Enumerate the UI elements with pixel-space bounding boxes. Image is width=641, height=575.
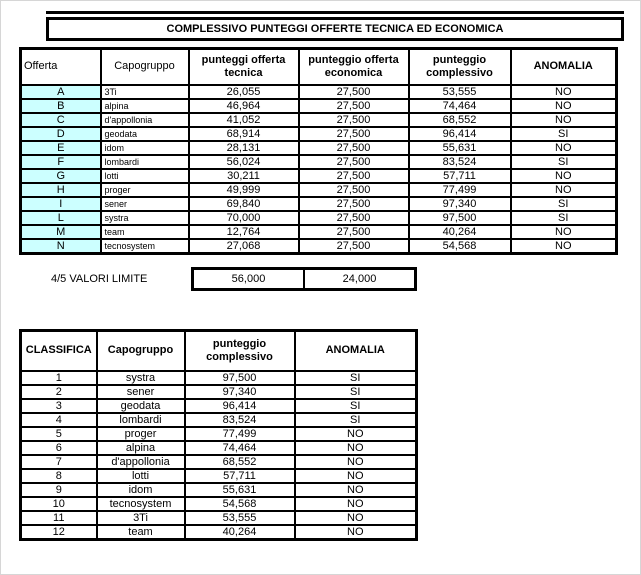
scores-header-row: [21, 49, 617, 85]
economica-cell: 27,500: [299, 141, 409, 155]
tecnica-cell: 41,052: [189, 113, 299, 127]
capogruppo-cell: 3Ti: [97, 511, 185, 525]
table-row: [21, 239, 617, 254]
table-row: [21, 483, 417, 497]
anomalia-cell: NO: [511, 99, 617, 113]
capogruppo-cell: idom: [97, 483, 185, 497]
offerta-cell: C: [21, 113, 101, 127]
complessivo-cell: 53,555: [409, 85, 511, 99]
economica-cell: 27,500: [299, 239, 409, 254]
table-row: [21, 497, 417, 511]
page-title: COMPLESSIVO PUNTEGGI OFFERTE TECNICA ED ECONOMICA: [166, 23, 504, 35]
offerta-cell: H: [21, 183, 101, 197]
economica-cell: 27,500: [299, 197, 409, 211]
classifica-cell: 6: [21, 441, 97, 455]
anomalia-cell: SI: [295, 385, 417, 399]
capogruppo-cell: geodata: [101, 127, 189, 141]
tecnica-cell: 49,999: [189, 183, 299, 197]
capogruppo-cell: geodata: [97, 399, 185, 413]
complessivo-cell: 57,711: [409, 169, 511, 183]
table-row: [21, 525, 417, 540]
anomalia-cell: SI: [295, 413, 417, 427]
anomalia-cell: SI: [511, 127, 617, 141]
capogruppo-cell: idom: [101, 141, 189, 155]
table-row: [21, 155, 617, 169]
anomalia-cell: NO: [511, 85, 617, 99]
classifica-cell: 8: [21, 469, 97, 483]
anomalia-cell: NO: [295, 525, 417, 540]
anomalia-cell: SI: [511, 197, 617, 211]
tecnica-cell: 26,055: [189, 85, 299, 99]
anomalia-cell: NO: [295, 455, 417, 469]
economica-cell: 27,500: [299, 85, 409, 99]
classifica-cell: 12: [21, 525, 97, 540]
table-row: [21, 127, 617, 141]
capogruppo-cell: sener: [101, 197, 189, 211]
ranking-table: [19, 329, 418, 541]
anomalia-cell: NO: [295, 483, 417, 497]
complessivo-cell: 97,500: [185, 371, 295, 385]
scores-table: [19, 47, 618, 255]
limit-economica-value: 24,000: [303, 270, 414, 288]
tecnica-cell: 70,000: [189, 211, 299, 225]
offerta-cell: I: [21, 197, 101, 211]
economica-cell: 27,500: [299, 113, 409, 127]
complessivo-cell: 55,631: [409, 141, 511, 155]
classifica-cell: 9: [21, 483, 97, 497]
title-banner: [46, 11, 624, 41]
anomalia-cell: NO: [511, 113, 617, 127]
table-row: [21, 211, 617, 225]
capogruppo-cell: lotti: [101, 169, 189, 183]
table-row: [21, 511, 417, 525]
scores-table-body: [21, 85, 617, 254]
complessivo-cell: 97,340: [409, 197, 511, 211]
table-row: [21, 99, 617, 113]
capogruppo-cell: lotti: [97, 469, 185, 483]
header-rank-capogruppo: Capogruppo: [97, 331, 185, 371]
header-offerta: Offerta: [21, 49, 101, 85]
header-tecnica: punteggi offerta tecnica: [189, 49, 299, 85]
limits-label: 4/5 VALORI LIMITE: [51, 273, 148, 285]
capogruppo-cell: d'appollonia: [101, 113, 189, 127]
tecnica-cell: 30,211: [189, 169, 299, 183]
table-row: [21, 441, 417, 455]
complessivo-cell: 97,500: [409, 211, 511, 225]
tecnica-cell: 27,068: [189, 239, 299, 254]
tecnica-cell: 69,840: [189, 197, 299, 211]
capogruppo-cell: team: [97, 525, 185, 540]
complessivo-cell: 74,464: [409, 99, 511, 113]
complessivo-cell: 57,711: [185, 469, 295, 483]
header-anomalia: ANOMALIA: [511, 49, 617, 85]
table-row: [21, 399, 417, 413]
table-row: [21, 85, 617, 99]
capogruppo-cell: d'appollonia: [97, 455, 185, 469]
table-row: [21, 141, 617, 155]
classifica-cell: 4: [21, 413, 97, 427]
capogruppo-cell: 3Ti: [101, 85, 189, 99]
anomalia-cell: NO: [295, 511, 417, 525]
header-capogruppo: Capogruppo: [101, 49, 189, 85]
economica-cell: 27,500: [299, 183, 409, 197]
anomalia-cell: SI: [295, 371, 417, 385]
offerta-cell: E: [21, 141, 101, 155]
tecnica-cell: 28,131: [189, 141, 299, 155]
economica-cell: 27,500: [299, 169, 409, 183]
anomalia-cell: SI: [511, 211, 617, 225]
capogruppo-cell: lombardi: [97, 413, 185, 427]
capogruppo-cell: tecnosystem: [101, 239, 189, 254]
economica-cell: 27,500: [299, 99, 409, 113]
anomalia-cell: NO: [511, 239, 617, 254]
complessivo-cell: 97,340: [185, 385, 295, 399]
anomalia-cell: NO: [295, 497, 417, 511]
anomalia-cell: NO: [295, 441, 417, 455]
complessivo-cell: 53,555: [185, 511, 295, 525]
capogruppo-cell: systra: [101, 211, 189, 225]
anomalia-cell: SI: [295, 399, 417, 413]
limits-boxes: [191, 267, 417, 291]
tecnica-cell: 12,764: [189, 225, 299, 239]
complessivo-cell: 74,464: [185, 441, 295, 455]
tecnica-cell: 68,914: [189, 127, 299, 141]
title-box: [46, 17, 624, 41]
header-rank-anomalia: ANOMALIA: [295, 331, 417, 371]
offerta-cell: B: [21, 99, 101, 113]
header-economica: punteggio offerta economica: [299, 49, 409, 85]
capogruppo-cell: proger: [97, 427, 185, 441]
complessivo-cell: 40,264: [185, 525, 295, 540]
table-row: [21, 469, 417, 483]
tecnica-cell: 46,964: [189, 99, 299, 113]
classifica-cell: 3: [21, 399, 97, 413]
economica-cell: 27,500: [299, 127, 409, 141]
table-row: [21, 169, 617, 183]
complessivo-cell: 83,524: [409, 155, 511, 169]
offerta-cell: G: [21, 169, 101, 183]
offerta-cell: D: [21, 127, 101, 141]
offerta-cell: N: [21, 239, 101, 254]
table-row: [21, 371, 417, 385]
ranking-header-row: [21, 331, 417, 371]
scores-table-head: [21, 49, 617, 85]
capogruppo-cell: sener: [97, 385, 185, 399]
economica-cell: 27,500: [299, 211, 409, 225]
complessivo-cell: 96,414: [409, 127, 511, 141]
capogruppo-cell: lombardi: [101, 155, 189, 169]
classifica-cell: 1: [21, 371, 97, 385]
limit-tecnica-value: 56,000: [231, 273, 266, 285]
table-row: [21, 225, 617, 239]
header-classifica: CLASSIFICA: [21, 331, 97, 371]
classifica-cell: 7: [21, 455, 97, 469]
classifica-cell: 11: [21, 511, 97, 525]
complessivo-cell: 68,552: [409, 113, 511, 127]
capogruppo-cell: team: [101, 225, 189, 239]
anomalia-cell: NO: [511, 169, 617, 183]
header-rank-complessivo: punteggio complessivo: [185, 331, 295, 371]
table-row: [21, 413, 417, 427]
anomalia-cell: NO: [511, 225, 617, 239]
economica-cell: 27,500: [299, 155, 409, 169]
table-row: [21, 113, 617, 127]
economica-cell: 27,500: [299, 225, 409, 239]
offerta-cell: L: [21, 211, 101, 225]
complessivo-cell: 54,568: [185, 497, 295, 511]
table-row: [21, 427, 417, 441]
ranking-table-head: [21, 331, 417, 371]
anomalia-cell: NO: [511, 183, 617, 197]
header-complessivo: punteggio complessivo: [409, 49, 511, 85]
complessivo-cell: 83,524: [185, 413, 295, 427]
anomalia-cell: NO: [295, 469, 417, 483]
tecnica-cell: 56,024: [189, 155, 299, 169]
capogruppo-cell: alpina: [97, 441, 185, 455]
anomalia-cell: NO: [511, 141, 617, 155]
classifica-cell: 10: [21, 497, 97, 511]
table-row: [21, 385, 417, 399]
ranking-table-body: [21, 371, 417, 540]
capogruppo-cell: alpina: [101, 99, 189, 113]
capogruppo-cell: proger: [101, 183, 189, 197]
table-row: [21, 183, 617, 197]
table-row: [21, 197, 617, 211]
offerta-cell: F: [21, 155, 101, 169]
complessivo-cell: 40,264: [409, 225, 511, 239]
complessivo-cell: 68,552: [185, 455, 295, 469]
complessivo-cell: 77,499: [185, 427, 295, 441]
anomalia-cell: NO: [295, 427, 417, 441]
capogruppo-cell: tecnosystem: [97, 497, 185, 511]
complessivo-cell: 55,631: [185, 483, 295, 497]
complessivo-cell: 96,414: [185, 399, 295, 413]
anomalia-cell: SI: [511, 155, 617, 169]
capogruppo-cell: systra: [97, 371, 185, 385]
offerta-cell: A: [21, 85, 101, 99]
complessivo-cell: 54,568: [409, 239, 511, 254]
table-row: [21, 455, 417, 469]
classifica-cell: 5: [21, 427, 97, 441]
complessivo-cell: 77,499: [409, 183, 511, 197]
offerta-cell: M: [21, 225, 101, 239]
classifica-cell: 2: [21, 385, 97, 399]
